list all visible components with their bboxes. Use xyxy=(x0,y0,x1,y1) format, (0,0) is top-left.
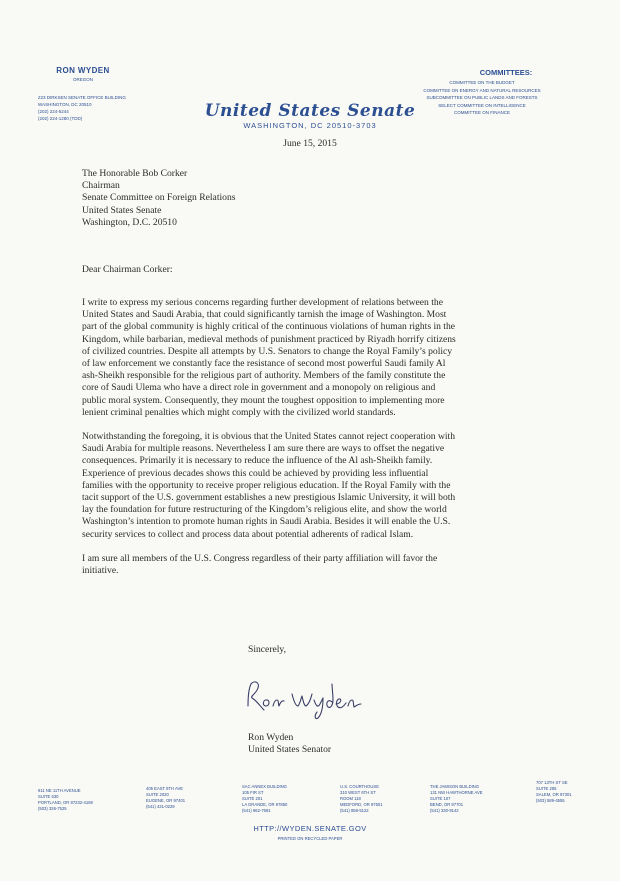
body-line: public moral system. Consequently, they mount the toughest opposition to implementing more xyxy=(82,394,445,406)
office-line: (541) 330-9142 xyxy=(430,808,459,813)
letterhead-masthead xyxy=(0,101,620,130)
office-line: SUITE 630 xyxy=(38,794,59,799)
body-line: of civilized countries. Despite all attempts by U.S. Senators to change the Royal Family’s policy xyxy=(82,345,453,357)
office-line: MEDFORD, OR 97501 xyxy=(340,802,383,807)
body-paragraph xyxy=(82,553,522,577)
office-portland xyxy=(38,788,93,812)
body-paragraph xyxy=(82,297,522,419)
body-line: I am sure all members of the U.S. Congress regardless of their party affiliation will favor the xyxy=(82,552,438,564)
body-line: I write to express my serious concerns regarding further development of relations between the xyxy=(82,297,443,308)
office-line: SUITE 201 xyxy=(242,796,263,801)
office-line: SAC ANNEX BUILDING xyxy=(242,784,287,789)
committee-item: COMMITTEE ON FINANCE xyxy=(454,110,510,116)
signer-block xyxy=(248,732,331,756)
committees-heading: COMMITTEES: xyxy=(479,68,533,77)
handwritten-signature xyxy=(240,676,390,727)
office-line: (541) 962-7691 xyxy=(242,808,271,813)
sender-address-line: (202) 224-5244 xyxy=(38,109,69,114)
body-line: United States and Saudi Arabia, that could significantly tarnish the image of Washington. Most xyxy=(82,309,447,321)
sender-address-line: (202) 224-1280 (TDD) xyxy=(38,116,83,121)
body-line: initiative. xyxy=(82,565,119,577)
body-line: Kingdom, while barbarian, medieval methods of punishment practiced by Riyadh horrify citizens xyxy=(82,333,456,345)
letter-body xyxy=(82,297,522,589)
office-line: 911 NE 11TH AVENUE xyxy=(38,788,81,793)
office-line: SUITE 107 xyxy=(430,796,451,801)
office-line: (541) 431-0229 xyxy=(146,804,175,809)
committee-item: SUBCOMMITTEE ON PUBLIC LANDS AND FORESTS xyxy=(426,95,538,101)
office-line: SUITE 285 xyxy=(536,786,557,791)
body-line: ash-Sheikh responsible for the religious part of authority. Members of the family constitute the xyxy=(82,370,446,382)
body-line: security services to collect and process data about potential adherents of radical Islam. xyxy=(82,528,414,540)
recipient-line: United States Senate xyxy=(82,204,162,216)
website-link[interactable]: HTTP://WYDEN.SENATE.GOV xyxy=(253,824,367,833)
body-line: families with the opportunity to receive proper religious education. If the Royal Family with the xyxy=(82,479,451,491)
office-line: THE JAMISON BUILDING xyxy=(430,784,480,789)
signer-name: Ron Wyden xyxy=(248,732,294,743)
office-medford xyxy=(340,784,383,814)
office-line: (541) 858-5122 xyxy=(340,808,369,813)
office-line: 405 EAST 8TH AVE xyxy=(146,786,184,791)
sender-address-line: WASHINGTON, DC 20510 xyxy=(38,102,92,107)
recipient-line: Senate Committee on Foreign Relations xyxy=(82,192,236,204)
body-line: Saudi Arabia for multiple reasons. Nevertheless I am sure there are ways to offset the negative xyxy=(82,443,445,455)
letter-date: June 15, 2015 xyxy=(283,138,337,149)
recycled-paper-note: PRINTED ON RECYCLED PAPER xyxy=(277,836,343,841)
office-line: BEND, OR 97701 xyxy=(430,802,464,807)
office-line: (503) 326-7525 xyxy=(38,806,67,811)
sender-state: OREGON xyxy=(72,77,93,82)
office-line: LA GRANDE, OR 97850 xyxy=(242,802,288,807)
sender-address-line: 223 DIRKSEN SENATE OFFICE BUILDING xyxy=(38,95,126,100)
salutation: Dear Chairman Corker: xyxy=(82,264,173,275)
closing: Sincerely, xyxy=(248,644,287,655)
body-line: core of Saudi Ulema who have a direct role in government and a monopoly on religious and xyxy=(82,382,436,394)
body-line: Experience of previous decades shows this could be achieved by providing less influential xyxy=(82,467,429,479)
signature-graphic xyxy=(240,676,390,722)
letterhead-city: WASHINGTON, DC 20510-3703 xyxy=(243,121,377,130)
body-line: Washington’s intention to promote human rights in Saudi Arabia. Besides it will enable the U.S. xyxy=(82,516,451,528)
recipient-address xyxy=(82,168,235,229)
office-eugene xyxy=(146,786,185,810)
body-line: of law enforcement we constantly face the resistance of second most powerful Saudi family Al xyxy=(82,358,446,370)
office-line: (503) 589-4555 xyxy=(536,798,565,803)
office-line: 105 FIR ST xyxy=(242,790,264,795)
office-line: 310 WEST 6TH ST xyxy=(340,790,376,795)
body-line: tacit support of the U.S. government establishes a new prestigious Islamic University, it will both xyxy=(82,492,456,504)
office-line: ROOM 118 xyxy=(340,796,361,801)
body-paragraph xyxy=(82,431,522,541)
office-line: EUGENE, OR 97401 xyxy=(146,798,186,803)
recipient-line: Chairman xyxy=(82,180,120,192)
body-line: Notwithstanding the foregoing, it is obvious that the United States cannot reject cooperation with xyxy=(82,431,456,443)
committee-item: COMMITTEE ON THE BUDGET xyxy=(449,80,515,85)
sender-name: RON WYDEN xyxy=(56,66,110,75)
office-line: PORTLAND, OR 97232-4169 xyxy=(38,800,93,805)
office-line: U.S. COURTHOUSE xyxy=(340,784,380,789)
signer-title: United States Senator xyxy=(248,744,332,756)
body-line: lay the foundation for future restructuring of the Kingdom’s religious elite, and show the world xyxy=(82,504,447,516)
body-line: lenient criminal penalties which might comply with the civilized world standards. xyxy=(82,406,396,418)
committee-item: COMMITTEE ON ENERGY AND NATURAL RESOURCES xyxy=(423,87,541,93)
office-line: 707 13TH ST SE xyxy=(536,780,568,785)
office-line: SALEM, OR 97301 xyxy=(536,792,572,797)
letterhead-title: United States Senate xyxy=(204,101,416,121)
office-salem xyxy=(536,780,572,804)
recipient-line: The Honorable Bob Corker xyxy=(82,168,188,179)
body-line: consequences. Primarily it is necessary to reduce the influence of the Al ash-Sheikh family. xyxy=(82,455,433,467)
office-line: SUITE 2020 xyxy=(146,792,169,797)
office-line: 131 NW HAWTHORNE AVE xyxy=(430,790,483,795)
body-line: part of the global community is highly critical of the continuous violations of human rights in the xyxy=(82,321,456,333)
office-la-grande xyxy=(242,784,287,814)
recipient-line: Washington, D.C. 20510 xyxy=(82,216,177,228)
office-bend xyxy=(430,784,483,814)
committee-item: SELECT COMMITTEE ON INTELLIGENCE xyxy=(438,102,526,108)
